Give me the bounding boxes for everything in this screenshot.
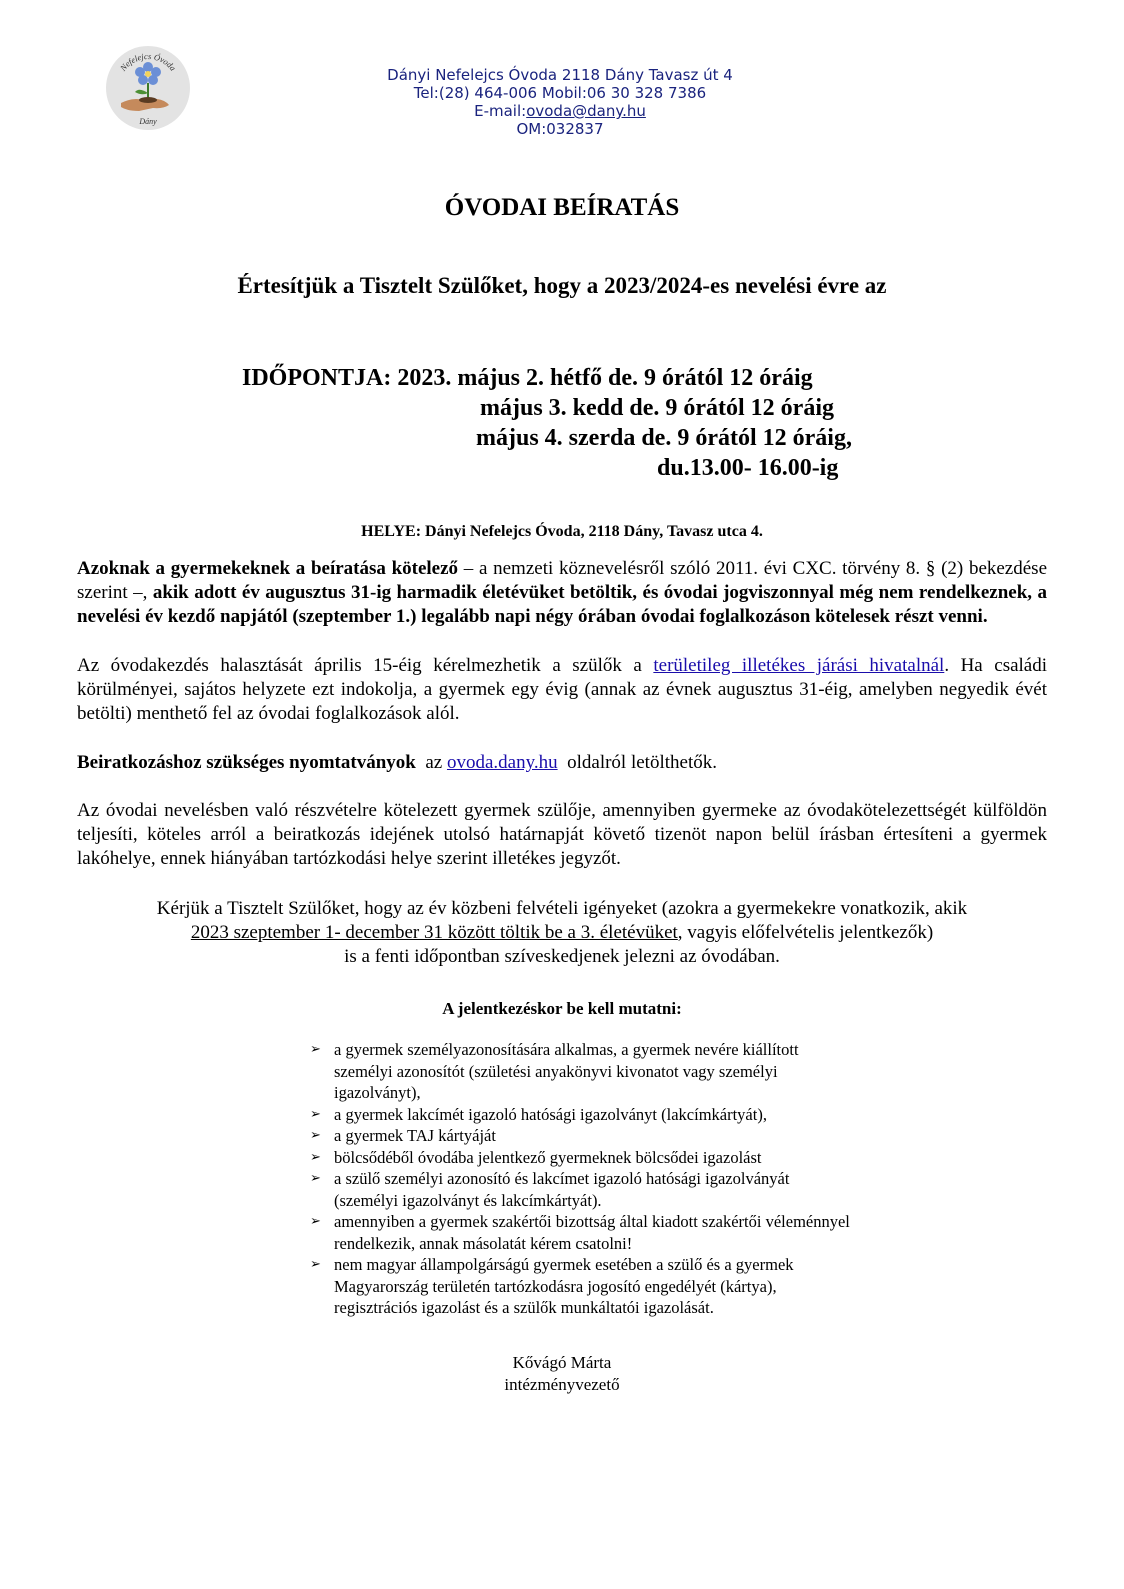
paragraph-postponement	[77, 654, 1047, 726]
requirement-text: a gyermek személyazonosítására alkalmas, a gyermek nevére kiállított személyi azonosítót (születési anyakönyvi kivonatot vagy személyi igazolványt),	[334, 1040, 799, 1102]
requirement-text: a szülő személyi azonosító és lakcímet igazoló hatósági igazolványát (személyi igazolványt és lakcímkártyát).	[334, 1169, 790, 1210]
arrow-bullet-icon: ➢	[310, 1257, 321, 1272]
schedule-line-3: május 4. szerda de. 9 órától 12 óráig,	[476, 425, 852, 451]
requirements-list	[310, 1039, 850, 1319]
requirement-text: amennyiben a gyermek szakértői bizottság által kiadott szakértői véleménnyel rendelkezik, annak másolatát kérem csatolni!	[334, 1212, 850, 1253]
website-link[interactable]: ovoda.dany.hu	[446, 752, 558, 773]
para5-line2	[77, 921, 1047, 945]
list-item	[310, 1039, 850, 1104]
signature-role: intézményvezető	[504, 1375, 620, 1394]
para5-line1: Kérjük a Tisztelt Szülőket, hogy az év közbeni felvételi igényeket (azokra a gyermekekre vonatkozik, akik	[156, 898, 968, 919]
para2-text-after: . Ha családi körülményei, sajátos helyzete ezt indokolja, a gyermek egy évig (annak az évnek augusztus 31-éig, amelyben negyedik évét betölti) menthető fel az óvodai foglalkozások alól.	[77, 655, 1048, 724]
signature-name: Kővágó Márta	[512, 1353, 612, 1372]
para1-normal: – a nemzeti köznevelésről szóló 2011. évi CXC. törvény 8. § (2) bekezdése szerint –,	[77, 558, 1047, 603]
para5-line2-rest: , vagyis előfelvételis jelentkezők)	[677, 922, 934, 943]
schedule-line-1: IDŐPONTJA: 2023. május 2. hétfő de. 9 órától 12 óráig	[242, 365, 813, 391]
paragraph-forms	[77, 751, 1047, 775]
requirement-text: a gyermek TAJ kártyáját	[334, 1126, 496, 1145]
header-contact	[300, 66, 820, 138]
list-item	[310, 1104, 850, 1126]
list-item	[310, 1168, 850, 1211]
header-address: Dányi Nefelejcs Óvoda 2118 Dány Tavasz út 4	[387, 66, 733, 84]
para5-line3: is a fenti időpontban szíveskedjenek jelezni az óvodában.	[344, 946, 780, 967]
para3-bold: Beiratkozáshoz szükséges nyomtatványok	[77, 752, 416, 773]
schedule-line-4: du.13.00- 16.00-ig	[657, 455, 839, 481]
logo-text-top: Nefelejcs Óvoda	[117, 50, 179, 73]
requirement-text: a gyermek lakcímét igazoló hatósági igazolványt (lakcímkártyát),	[334, 1104, 767, 1124]
para3-mid: az	[415, 752, 447, 773]
para5-underlined: 2023 szeptember 1- december 31 között töltik be a 3. életévüket	[190, 922, 678, 943]
kindergarten-logo	[105, 45, 191, 131]
list-item	[310, 1254, 850, 1319]
header-phone: Tel:(28) 464-006 Mobil:06 30 328 7386	[413, 84, 707, 102]
paragraph-midyear	[77, 897, 1047, 969]
header-email	[300, 102, 820, 120]
paragraph-obligation	[77, 557, 1047, 629]
district-office-link[interactable]: területileg illetékes járási hivatalnál	[653, 655, 945, 676]
logo-text-bottom: Dány	[139, 117, 157, 126]
email-link[interactable]: ovoda@dany.hu	[526, 102, 646, 120]
requirements-title: A jelentkezéskor be kell mutatni:	[442, 999, 682, 1018]
paragraph-abroad: Az óvodai nevelésben való részvételre kötelezett gyermek szülője, amennyiben gyermeke az óvodakötelezettségét külföldön teljesíti, köteles arról a beiratkozás idejének utolsó határnapját követő tizenöt napon belül írásban értesíteni a gyermek lakóhelye, ennek hiányában tartózkodási helye szerint illetékes jegyzőt.	[77, 800, 1047, 869]
arrow-bullet-icon: ➢	[310, 1214, 321, 1229]
list-item	[310, 1125, 850, 1147]
requirement-text: bölcsődéből óvodába jelentkező gyermeknek bölcsődei igazolást	[334, 1147, 762, 1167]
notice-heading: Értesítjük a Tisztelt Szülőket, hogy a 2023/2024-es nevelési évre az	[237, 273, 887, 298]
header-om: OM:032837	[516, 120, 604, 138]
list-item	[310, 1211, 850, 1254]
arrow-bullet-icon: ➢	[310, 1042, 321, 1057]
arrow-bullet-icon: ➢	[310, 1171, 321, 1186]
arrow-bullet-icon: ➢	[310, 1149, 321, 1165]
para2-text-before: Az óvodakezdés halasztását április 15-éig kérelmezhetik a szülők a	[77, 655, 654, 676]
para1-bold-start: Azoknak a gyermekeknek a beíratása kötelező	[77, 558, 459, 579]
document-title: ÓVODAI BEÍRATÁS	[444, 194, 680, 221]
arrow-bullet-icon: ➢	[310, 1106, 321, 1122]
para3-end: oldalról letölthetők.	[557, 752, 717, 773]
requirement-text: nem magyar állampolgárságú gyermek esetében a szülő és a gyermek Magyarország területén tartózkodásra jogosító engedélyét (kártya), regisztrációs igazolást és a szülők munkáltatói igazolását.	[334, 1255, 794, 1317]
location-line: HELYE: Dányi Nefelejcs Óvoda, 2118 Dány, Tavasz utca 4.	[361, 523, 763, 540]
list-item	[310, 1147, 850, 1169]
para1-bold-end: akik adott év augusztus 31-ig harmadik életévüket betöltik, és óvodai jogviszonnyal még nem rendelkeznek, a nevelési év kezdő napjától (szeptember 1.) legalább napi négy órában óvodai foglalkozáson kötelesek részt venni.	[77, 582, 1047, 627]
email-prefix: E-mail:	[474, 102, 527, 120]
schedule-line-2: május 3. kedd de. 9 órától 12 óráig	[480, 395, 834, 421]
arrow-bullet-icon: ➢	[310, 1128, 321, 1143]
